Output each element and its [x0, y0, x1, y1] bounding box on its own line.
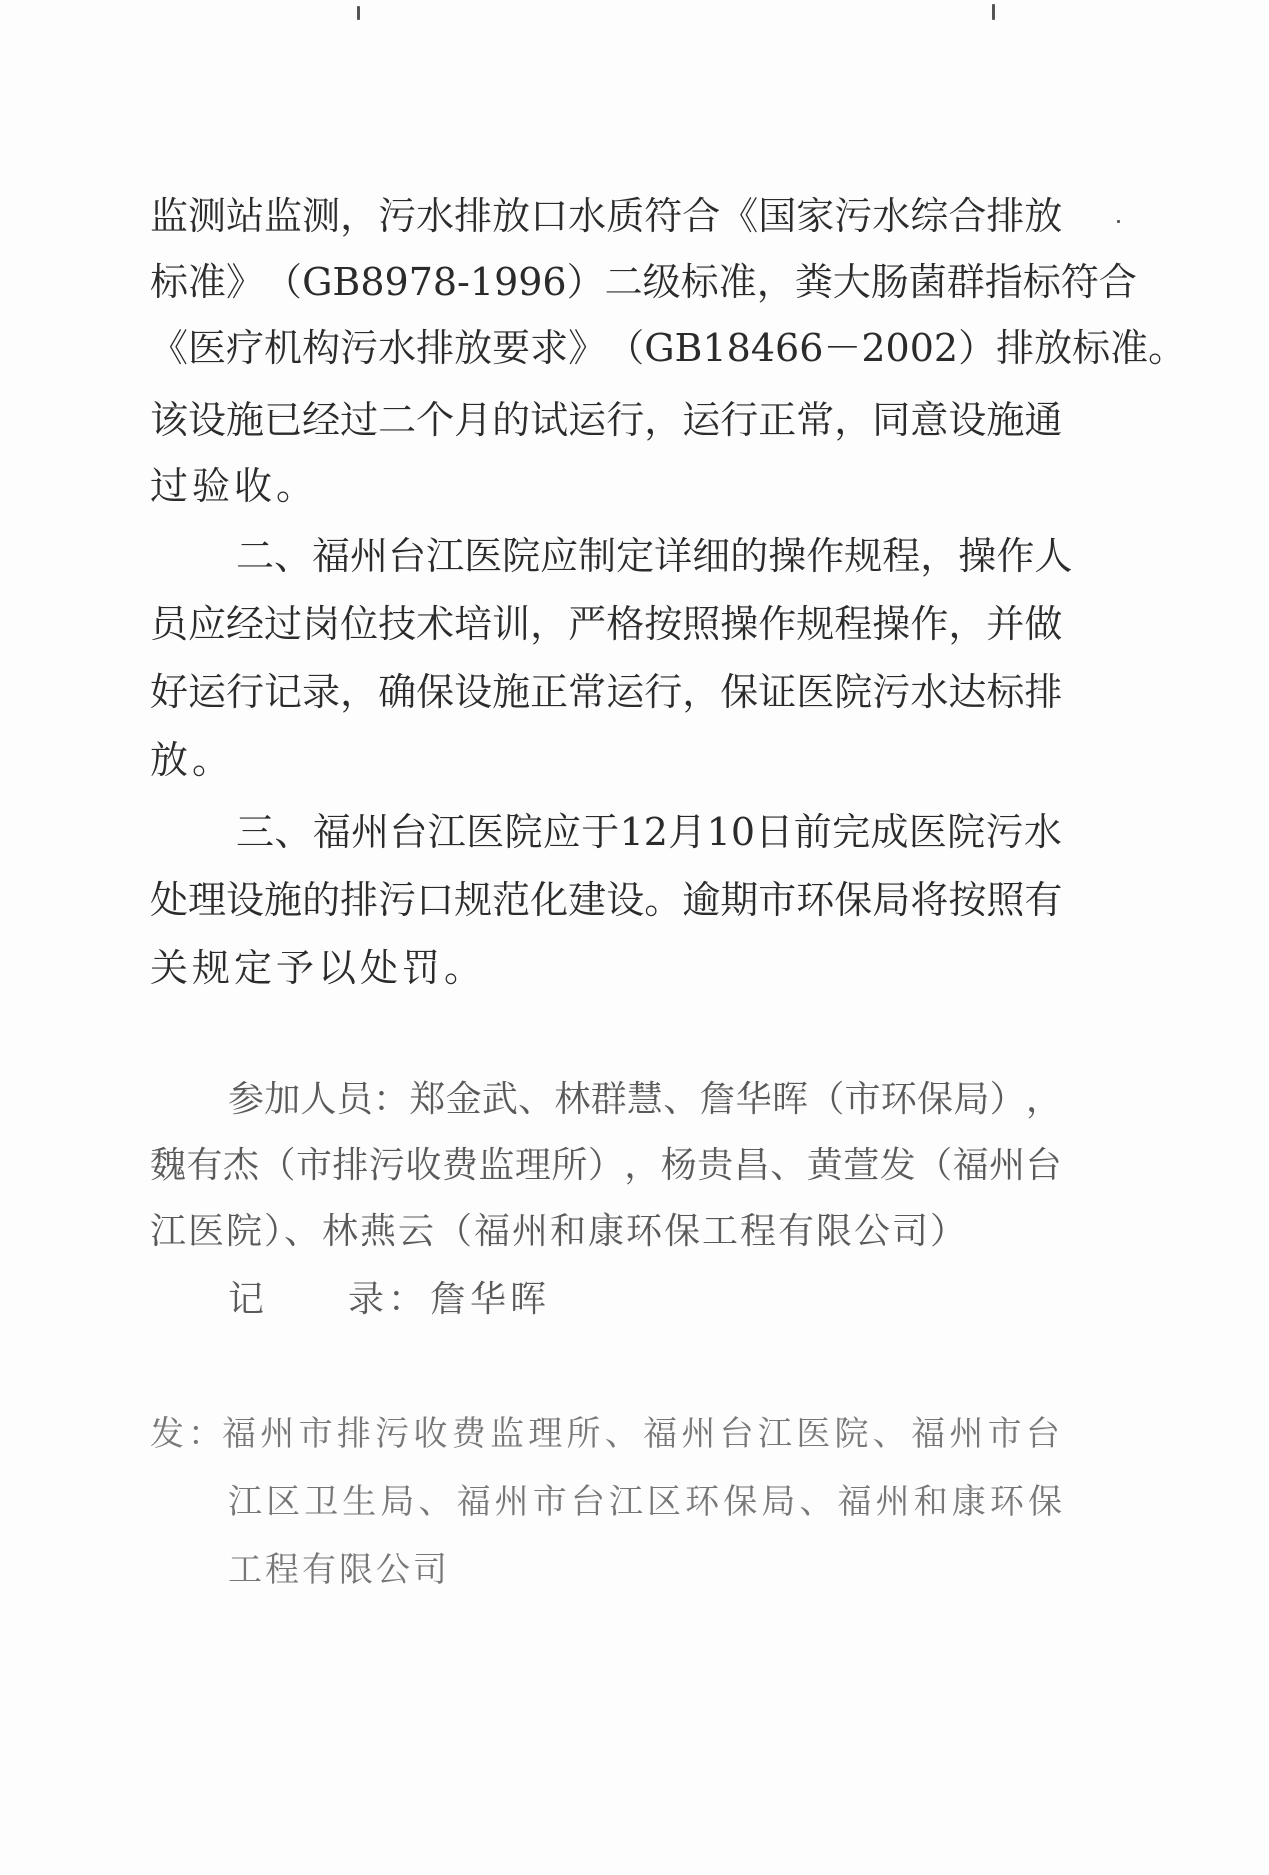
paragraph3-line1: 三 、 福 州 台 江 医 院 应 于 12 月 10 日 前 完 成 医 院 污 水: [236, 810, 1062, 854]
distribution-line2: 江 区 卫 生 局 、 福 州 市 台 江 区 环 保 局 、 福 州 和 康 环 保: [228, 1482, 1062, 1522]
distribution-line3: 工程有限公司: [228, 1550, 450, 1590]
paragraph2-line2: 员 应 经 过 岗 位 技 术 培 训 ， 严 格 按 照 操 作 规 程 操 作 ， 并 做: [150, 602, 1063, 646]
paragraph3-line3: 关规定予以处罚。: [150, 946, 487, 990]
paragraph1-line3: 《 医 疗 机 构 污 水 排 放 要 求 》 （ GB18466－2002 ） 排 放 标 准 。: [150, 326, 1187, 370]
distribution-line1: 福 州 市 排 污 收 费 监 理 所 、 福 州 台 江 医 院 、 福 州 市 台: [222, 1414, 1060, 1454]
paragraph1-line5: 过验收。: [150, 464, 319, 508]
paragraph2-line4: 放。: [150, 738, 235, 782]
paragraph1-line1: 监 测 站 监 测 ， 污 水 排 放 口 水 质 符 合 《 国 家 污 水 综 合 排 放: [150, 194, 1063, 238]
participants-line2: 魏 有 杰 （ 市 排 污 收 费 监 理 所 ） ， 杨 贵 昌 、 黄 萱 发 （ 福 州 台: [150, 1145, 1062, 1186]
paragraph1-line4: 该 设 施 已 经 过 二 个 月 的 试 运 行 ， 运 行 正 常 ， 同 意 设 施 通: [150, 398, 1063, 442]
recorder-label: 记 录：: [228, 1279, 429, 1320]
scan-speck-margin: [1117, 220, 1120, 223]
scan-speck-right: [992, 4, 995, 20]
paragraph1-line2: 标 准 》 （ GB8978-1996 ） 二 级 标 准 ， 粪 大 肠 菌 群 指 标 符 合: [150, 260, 1137, 304]
participants-line1: 参 加 人 员 ： 郑 金 武 、 林 群 慧 、 詹 华 晖 （ 市 环 保 局 ） ，: [228, 1079, 1062, 1120]
participants-line3: 江医院）、林燕云（福州和康环保工程有限公司）: [150, 1211, 969, 1252]
distribution-label: 发：: [150, 1414, 226, 1454]
recorder-name: 詹华晖: [430, 1279, 551, 1320]
paragraph2-line1: 二 、 福 州 台 江 医 院 应 制 定 详 细 的 操 作 规 程 ， 操 作 人: [236, 534, 1073, 578]
paragraph3-line2: 处 理 设 施 的 排 污 口 规 范 化 建 设 。 逾 期 市 环 保 局 将 按 照 有: [150, 878, 1063, 922]
scan-speck-left: [357, 6, 360, 20]
paragraph2-line3: 好 运 行 记 录 ， 确 保 设 施 正 常 运 行 ， 保 证 医 院 污 水 达 标 排: [150, 670, 1063, 714]
